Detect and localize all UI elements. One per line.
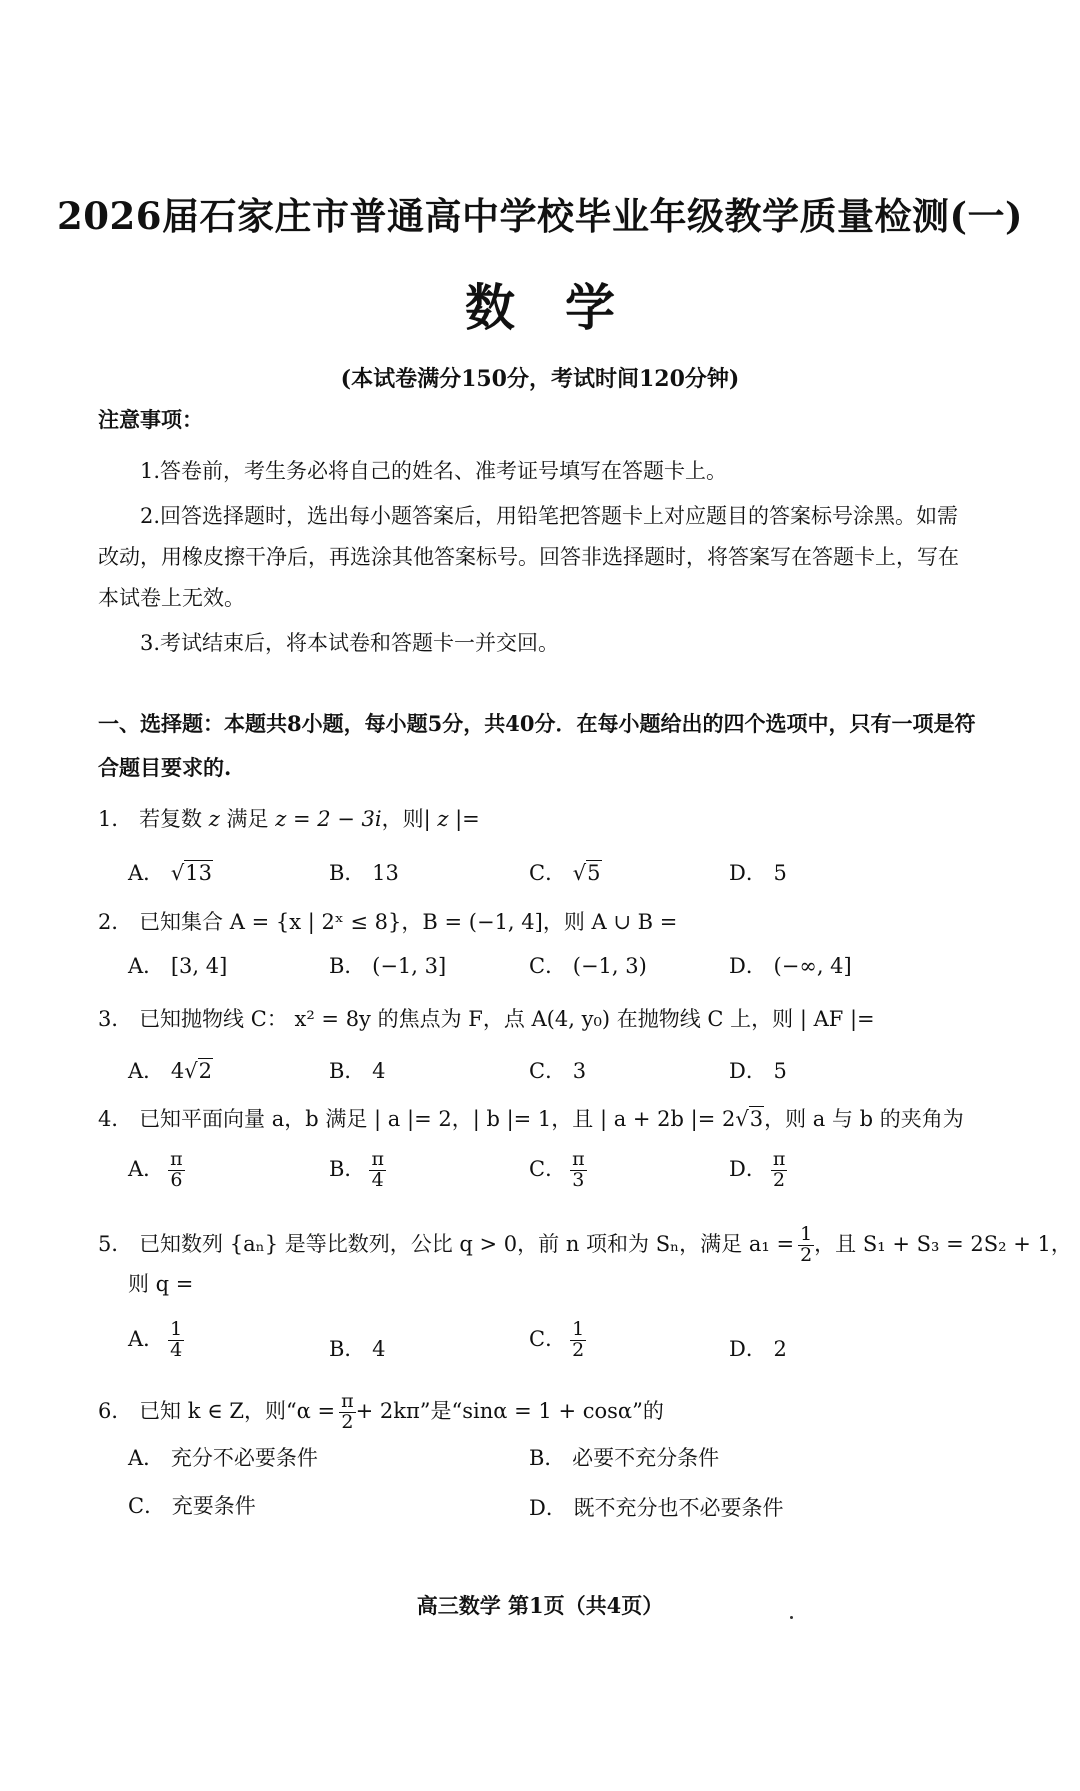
q2-b-value: (−1, 3] [372,954,447,978]
q1-d-value: 5 [773,861,787,885]
notice-item-2-line-2: 改动，用橡皮擦干净后，再选涂其他答案标号。回答非选择题时，将答案写在答题卡上，写在 [98,545,959,569]
option-label: D． [729,1156,767,1181]
q6-option-a: A． 充分不必要条件 [128,1446,318,1470]
option-label: A． [128,1059,165,1083]
numerator: π [772,1148,786,1170]
q6-option-b: B． 必要不充分条件 [529,1446,720,1470]
denominator: 4 [170,1338,183,1361]
q6-text-post: + 2kπ”是“sinα = 1 + cosα”的 [355,1398,664,1423]
notice-item-1: 1.答卷前，考生务必将自己的姓名、准考证号填写在答题卡上。 [140,459,728,483]
q3-option-a: A． 4√2 [128,1059,212,1083]
q4-a-fraction [168,1150,185,1191]
option-label: C． [529,1326,567,1351]
numerator: 1 [800,1223,813,1245]
q1-a-value: 13 [185,861,212,885]
q4-option-d [729,1150,787,1191]
exam-title: 2026届石家庄市普通高中学校毕业年级教学质量检测(一) [57,194,1023,238]
q4-number: 4． [98,1107,133,1131]
option-label: A． [128,954,165,978]
q5-c-fraction [570,1320,586,1361]
q2-text: 已知集合 A = {x | 2ˣ ≤ 8}，B = (−1, 4]，则 A ∪ B = [139,910,678,934]
question-4: 4． 已知平面向量 a，b 满足 | a |= 2，| b |= 1，且 | a + 2b |= 2√3，则 a 与 b 的夹角为 [98,1107,964,1131]
option-label: C． [529,1156,567,1181]
q5-number: 5． [98,1231,133,1256]
denominator: 4 [371,1168,384,1191]
q5-option-d [729,1333,787,1363]
question-1 [98,803,480,833]
q2-c-value: (−1, 3) [572,954,647,978]
q2-number: 2． [98,910,133,934]
option-label: C． [529,1059,567,1083]
option-label: D． [729,954,767,978]
q1-ask: | z |= [423,807,480,831]
q3-b-value: 4 [372,1059,386,1083]
option-label: A． [128,1156,165,1181]
q4-option-a [128,1150,185,1191]
q6-option-d: D． 既不充分也不必要条件 [529,1496,784,1520]
notice-item-2-line-1: 2.回答选择题时，选出每小题答案后，用铅笔把答题卡上对应题目的答案标号涂黑。如需 [140,504,959,528]
option-label: C． [529,861,567,885]
q1-equation: z = 2 − 3i [275,807,382,831]
q1-c-value: 5 [587,861,601,885]
question-5 [98,1225,1072,1266]
q5-option-a [128,1320,184,1361]
q4-d-fraction [771,1150,788,1191]
q5-option-b [329,1333,386,1363]
q1-option-a: A． √13 [128,861,212,885]
q2-option-c [529,950,647,980]
q1-option-d [729,857,787,887]
q6-option-c: C． 充要条件 [128,1494,256,1518]
option-label: B． [329,1059,366,1083]
option-label: B． [329,1337,366,1361]
q3-option-b [329,1055,386,1085]
q5-b-value: 4 [372,1337,386,1361]
denominator: 6 [170,1168,183,1191]
option-label: B． [329,861,366,885]
notice-heading: 注意事项： [98,407,203,432]
option-label: B． [329,954,366,978]
q6-number: 6． [98,1398,133,1423]
subject-title: 数学 [465,278,665,337]
denominator: 2 [773,1168,786,1191]
q5-option-c [529,1320,586,1361]
q4-b-fraction [369,1150,386,1191]
q1-number: 1． [98,807,133,831]
option-label: D． [729,861,767,885]
q3-option-c [529,1055,586,1085]
q6-fraction [339,1392,356,1433]
q5-line-2: 则 q = [128,1272,194,1296]
q4-c-fraction [570,1150,587,1191]
scan-speck [790,1616,793,1619]
q3-c-value: 3 [572,1059,587,1083]
q5-d-value: 2 [773,1337,787,1361]
q5-fraction [798,1225,814,1266]
q5-a-fraction [168,1320,184,1361]
option-label: B． [329,1156,366,1181]
option-label: D． [729,1337,767,1361]
section-1-heading: 一、选择题：本题共8小题，每小题5分，共40分．在每小题给出的四个选项中，只有一项是符 [98,711,976,736]
option-label: D． [729,1059,767,1083]
q4-root: 3 [749,1107,764,1131]
q2-option-d [729,950,852,980]
q4-option-c [529,1150,587,1191]
numerator: 1 [572,1318,585,1340]
q6-text-pre: 已知 k ∈ Z，则“α = [139,1398,336,1423]
section-1-heading-cont: 合题目要求的. [98,755,232,780]
exam-duration-note: (本试卷满分150分，考试时间120分钟) [340,366,740,392]
notice-item-3: 3.考试结束后，将本试卷和答题卡一并交回。 [140,631,560,655]
q1-option-c: C． √5 [529,861,601,885]
numerator: π [572,1148,585,1170]
q1-var-z: z [208,807,220,831]
q3-a-coef: 4 [170,1059,185,1083]
q5-text-pre: 已知数列 {aₙ} 是等比数列，公比 q > 0，前 n 项和为 Sₙ，满足 a₁ = [139,1231,795,1256]
numerator: π [341,1390,354,1412]
q2-option-b [329,950,446,980]
q4-text-pre: 已知平面向量 a，b 满足 | a |= 2，| b |= 1，且 | a + 2b |= 2 [139,1107,736,1131]
question-3 [98,1003,875,1033]
q3-d-value: 5 [773,1059,787,1083]
q3-number: 3． [98,1007,133,1031]
q3-a-root: 2 [198,1059,212,1083]
denominator: 2 [800,1243,813,1266]
denominator: 2 [572,1338,585,1361]
numerator: π [170,1148,183,1170]
q3-option-d [729,1055,787,1085]
q2-d-value: (−∞, 4] [773,954,852,978]
question-6 [98,1392,664,1433]
numerator: π [371,1148,384,1170]
q1-text-pre: 若复数 [139,807,203,831]
denominator: 3 [572,1168,585,1191]
denominator: 2 [341,1410,354,1433]
q3-text: 已知抛物线 C： x² = 8y 的焦点为 F，点 A(4, y₀) 在抛物线 C 上，则 | AF |= [139,1007,875,1031]
page-footer: 高三数学 第1页（共4页） [416,1593,664,1618]
numerator: 1 [170,1318,183,1340]
q1-text-mid: 满足 [226,807,269,831]
q4-text-post: ，则 a 与 b 的夹角为 [764,1107,964,1131]
option-label: C． [529,954,567,978]
q4-option-b [329,1150,386,1191]
question-2 [98,906,677,936]
notice-item-2-line-3: 本试卷上无效。 [98,586,245,610]
q1-text-post: ，则 [381,807,424,831]
q1-b-value: 13 [372,861,399,885]
q2-a-value: [3, 4] [170,954,228,978]
option-label: A． [128,1326,165,1351]
option-label: A． [128,861,165,885]
q2-option-a [128,950,227,980]
q1-option-b [329,857,399,887]
q5-text-post: ，且 S₁ + S₃ = 2S₂ + 1， [814,1231,1072,1256]
